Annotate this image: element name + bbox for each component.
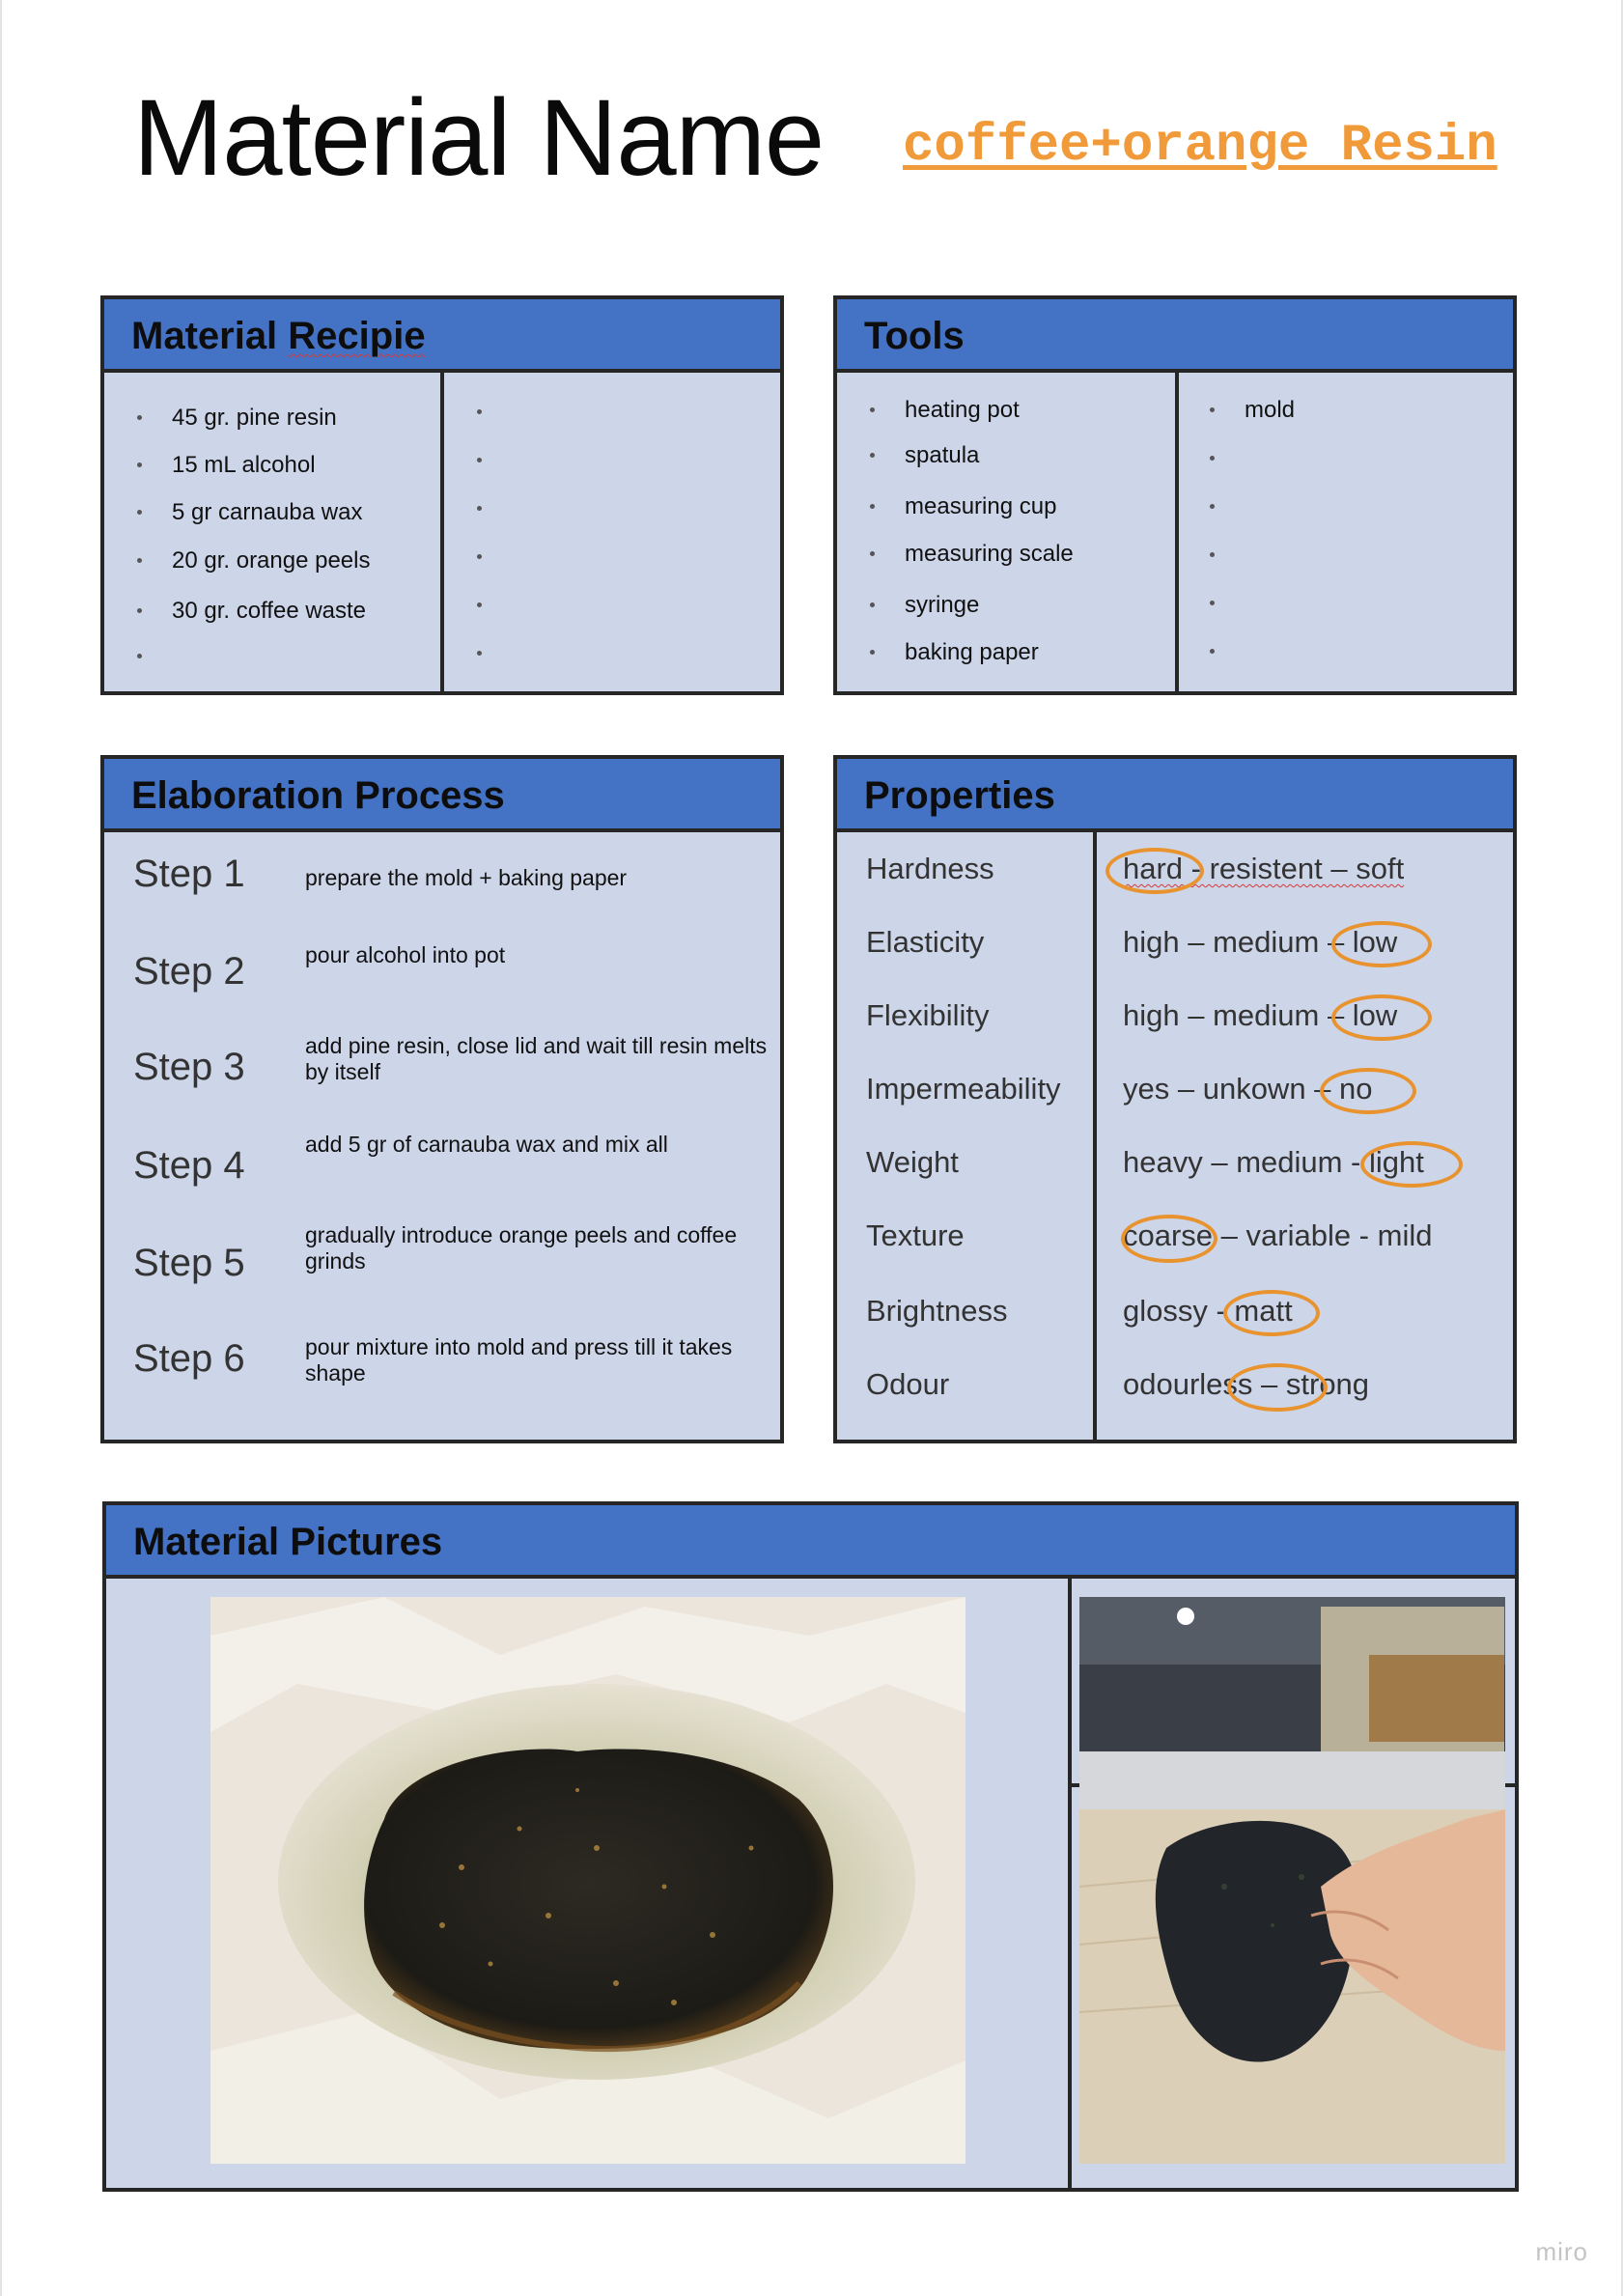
miro-watermark: miro xyxy=(1535,2237,1588,2266)
step-text: pour mixture into mold and press till it takes shape xyxy=(305,1334,733,1386)
property-scale: coarse – variable - mild xyxy=(1123,1218,1433,1252)
selection-circle-weight xyxy=(1360,1141,1463,1188)
properties-title: Properties xyxy=(864,774,1055,817)
property-name: Flexibility xyxy=(866,998,990,1032)
step-text: pour alcohol into pot xyxy=(305,942,506,967)
step-label: Step 1 xyxy=(133,853,245,895)
step-label: Step 5 xyxy=(133,1242,245,1284)
step-text: prepare the mold + baking paper xyxy=(305,865,628,890)
property-scale: high – medium – low xyxy=(1123,925,1398,959)
property-scale: yes – unkown – no xyxy=(1123,1072,1373,1106)
selection-circle-brightness xyxy=(1223,1290,1320,1336)
property-scale: high – medium – low xyxy=(1123,998,1398,1032)
recipe-panel-header xyxy=(104,299,780,373)
pictures-panel-header xyxy=(106,1505,1515,1579)
tools-panel-header xyxy=(837,299,1513,373)
column-divider xyxy=(1093,832,1097,1443)
property-name: Elasticity xyxy=(866,925,985,959)
property-scale: odourless – strong xyxy=(1123,1367,1370,1401)
pictures-title: Material Pictures xyxy=(133,1521,443,1563)
tools-title: Tools xyxy=(864,315,965,357)
step-label: Step 4 xyxy=(133,1144,245,1187)
process-panel xyxy=(100,755,784,1443)
pictures-panel xyxy=(102,1501,1519,2192)
property-scale: glossy - matt xyxy=(1123,1294,1293,1328)
tools-panel xyxy=(833,295,1517,695)
material-photo-hand xyxy=(1079,1597,1505,2164)
material-photo-top xyxy=(210,1597,965,2164)
step-label: Step 6 xyxy=(133,1337,245,1380)
properties-panel-header xyxy=(837,759,1513,832)
recipe-list-right xyxy=(477,398,767,687)
step-text: gradually introduce orange peels and coffee grinds xyxy=(305,1222,738,1274)
recipe-title: Material Recipie xyxy=(131,315,426,357)
step-text: add 5 gr of carnauba wax and mix all xyxy=(305,1132,668,1157)
property-scale: hard - resistent – soft xyxy=(1123,852,1405,885)
tools-list-right: mold xyxy=(1210,396,1499,686)
selection-circle-odour xyxy=(1227,1363,1328,1412)
column-divider xyxy=(440,373,444,695)
process-panel-header xyxy=(104,759,780,832)
step-label: Step 2 xyxy=(133,950,245,993)
step-label: Step 3 xyxy=(133,1046,245,1088)
material-name: coffee+orange Resin xyxy=(903,117,1497,176)
recipe-list: 45 gr. pine resin 15 mL alcohol 5 gr carnauba wax 20 gr. orange peels 30 gr. coffee waste xyxy=(137,404,427,693)
process-title: Elaboration Process xyxy=(131,774,505,817)
property-name: Impermeability xyxy=(866,1072,1061,1106)
properties-panel xyxy=(833,755,1517,1443)
property-scale: heavy – medium - light xyxy=(1123,1145,1424,1179)
selection-circle-elasticity xyxy=(1331,921,1432,967)
hand-photo-image xyxy=(1079,1597,1505,2164)
step-text: add pine resin, close lid and wait till resin melts by itself xyxy=(305,1033,768,1084)
property-name: Hardness xyxy=(866,852,994,885)
page-title: Material Name xyxy=(133,77,825,198)
property-name: Brightness xyxy=(866,1294,1008,1328)
selection-circle-hardness xyxy=(1105,848,1204,894)
selection-circle-impermeability xyxy=(1320,1068,1416,1114)
page-edge xyxy=(0,0,2,2296)
selection-circle-flexibility xyxy=(1331,994,1432,1041)
resin-photo-image xyxy=(210,1597,965,2164)
property-name: Weight xyxy=(866,1145,959,1179)
column-divider xyxy=(1175,373,1179,695)
column-divider xyxy=(1068,1579,1072,2192)
recipe-panel xyxy=(100,295,784,695)
property-name: Texture xyxy=(866,1218,965,1252)
selection-circle-texture xyxy=(1121,1215,1217,1263)
property-name: Odour xyxy=(866,1367,950,1401)
tools-list: heating pot spatula measuring cup measuring scale syringe baking paper xyxy=(870,396,1160,686)
